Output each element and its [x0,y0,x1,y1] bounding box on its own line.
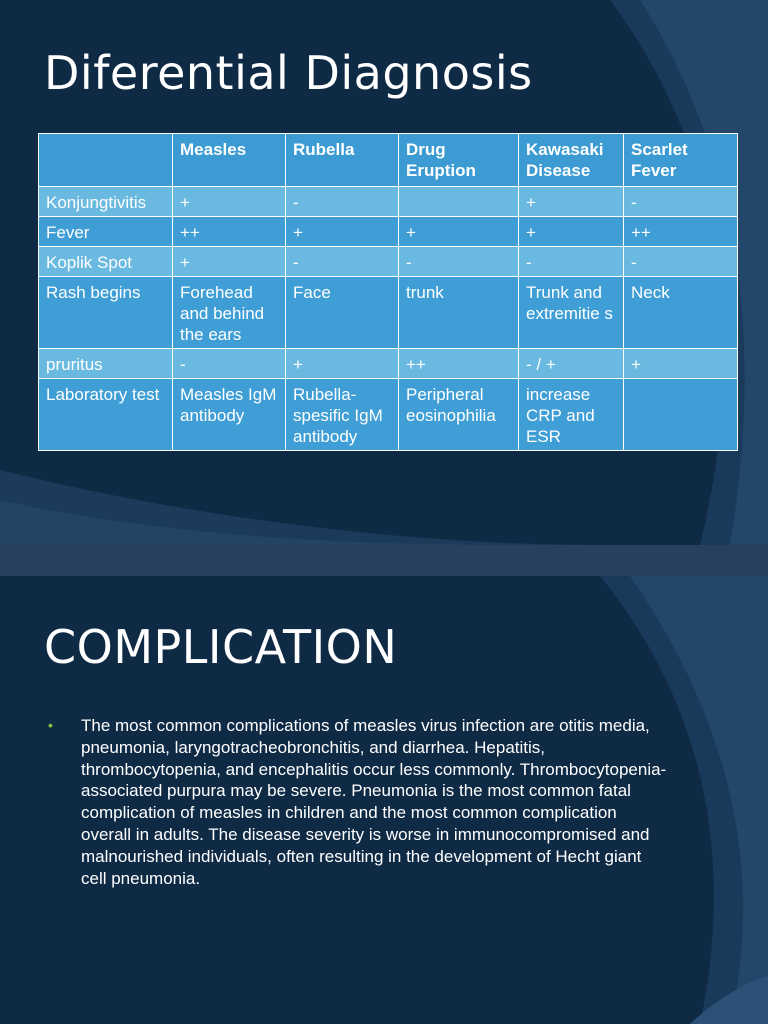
table-cell [399,187,519,217]
table-cell: Measles IgM antibody [173,379,286,451]
table-cell: + [519,187,624,217]
row-label: Konjungtivitis [39,187,173,217]
header-cell-drug-eruption: Drug Eruption [399,134,519,187]
header-cell-scarlet-fever: Scarlet Fever [624,134,738,187]
table-row [39,217,738,247]
table-cell: Neck [624,277,738,349]
table-row [39,187,738,217]
table-row [39,277,738,349]
table-cell: Forehead and behind the ears [173,277,286,349]
row-label: Laboratory test [39,379,173,451]
table-cell: ++ [173,217,286,247]
table-cell [624,379,738,451]
table-cell: - [624,187,738,217]
table-cell: + [286,349,399,379]
header-cell-kawasaki: Kawasaki Disease [519,134,624,187]
table-row [39,379,738,451]
table-cell: Trunk and extremitie s [519,277,624,349]
table-cell: - [624,247,738,277]
table-cell: Face [286,277,399,349]
table-cell: ++ [624,217,738,247]
row-label: Fever [39,217,173,247]
row-label: pruritus [39,349,173,379]
table-cell: + [286,217,399,247]
table-cell: increase CRP and ESR [519,379,624,451]
table-cell: Peripheral eosinophilia [399,379,519,451]
header-cell-empty [39,134,173,187]
table-cell: - [519,247,624,277]
differential-diagnosis-table [38,133,738,451]
table-cell: + [519,217,624,247]
table-cell: trunk [399,277,519,349]
row-label: Rash begins [39,277,173,349]
table-cell: - [173,349,286,379]
table-cell: - [286,247,399,277]
table-cell: + [173,247,286,277]
table-cell: - [286,187,399,217]
table-cell: Rubella-spesific IgM antibody [286,379,399,451]
section-title: COMPLICATION [44,620,398,674]
table-cell: + [399,217,519,247]
table-cell: + [173,187,286,217]
table-cell: - [399,247,519,277]
list-item [48,715,668,889]
header-cell-measles: Measles [173,134,286,187]
table-cell: - / + [519,349,624,379]
row-label: Koplik Spot [39,247,173,277]
slide-divider [0,545,768,576]
bullet-icon: • [48,717,53,733]
slide-complication [0,576,768,1024]
table-cell: ++ [399,349,519,379]
table-cell: + [624,349,738,379]
table-row [39,247,738,277]
page-title: Diferential Diagnosis [44,46,533,100]
table-row [39,349,738,379]
complication-bullet-list [48,715,668,889]
bullet-text: The most common complications of measles virus infection are otitis media, pneumonia, laryngotracheobronchitis, and diarrhea. Hepatitis, thrombocytopenia, and encephalitis occur less commonly. Thrombocytopenia-associated purpura may be severe. Pneumonia is the most common fatal complication of measles in children and the most common complication overall in adults. The disease severity is worse in immunocompromised and malnourished individuals, often resulting in the development of Hecht giant cell pneumonia. [81,716,667,888]
table-header-row [39,134,738,187]
header-cell-rubella: Rubella [286,134,399,187]
